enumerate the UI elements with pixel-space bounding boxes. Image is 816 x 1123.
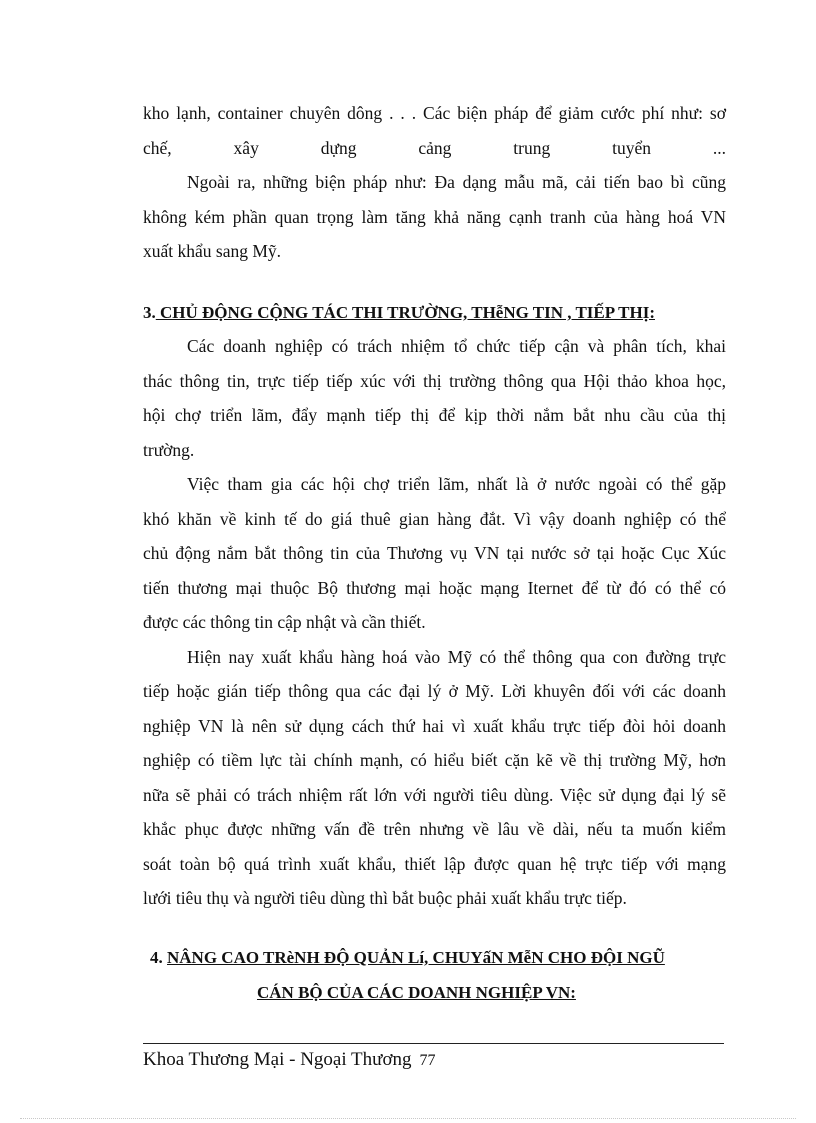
text-line: nghiệp có tiềm lực tài chính mạnh, có hiểu biết cặn kẽ về thị trường Mỹ, hơn bbox=[143, 750, 726, 770]
text-line: xuất khẩu sang Mỹ. bbox=[143, 241, 282, 261]
section-heading-4-line-1 bbox=[150, 941, 665, 975]
text-line: khó khăn về kinh tế do giá thuê gian hàng đắt. Vì vậy doanh nghiệp có thể bbox=[143, 508, 726, 529]
page-number: 77 bbox=[419, 1052, 436, 1069]
text-line: tiếp hoặc gián tiếp thông qua các đại lý ở Mỹ. Lời khuyên đối với các doanh bbox=[143, 681, 726, 701]
text-line: trường. bbox=[143, 439, 195, 460]
section-heading-3 bbox=[143, 296, 655, 330]
page-footer bbox=[143, 1045, 436, 1076]
text-line: tiến thương mại thuộc Bộ thương mại hoặc mạng Iternet để từ đó có thể có bbox=[143, 577, 726, 598]
text-line: lưới tiêu thụ và người tiêu dùng thì bắt buộc phải xuất khẩu trực tiếp. bbox=[143, 888, 627, 908]
text-line: hội chợ triển lãm, đẩy mạnh tiếp thị để kịp thời nắm bắt nhu cầu của thị bbox=[143, 405, 726, 425]
text-line: không kém phần quan trọng làm tăng khả năng cạnh tranh của hàng hoá VN bbox=[143, 206, 726, 227]
text-line: Hiện nay xuất khẩu hàng hoá vào Mỹ có thể thông qua con đường trực bbox=[187, 646, 726, 667]
heading-title-continued: CÁN BỘ CỦA CÁC DOANH NGHIỆP VN: bbox=[257, 983, 576, 1002]
text-line: kho lạnh, container chuyên dông . . . Các biện pháp để giảm cước phí như: sơ bbox=[143, 103, 726, 123]
paragraph-block-1 bbox=[143, 96, 726, 269]
text-line: Việc tham gia các hội chợ triển lãm, nhất là ở nước ngoài có thể gặp bbox=[187, 474, 726, 494]
heading-number: 4. bbox=[150, 948, 163, 967]
text-line: Ngoài ra, những biện pháp như: Đa dạng mẫu mã, cải tiến bao bì cũng bbox=[187, 172, 726, 192]
text-line: soát toàn bộ quá trình xuất khẩu, thiết lập được quan hệ trực tiếp với mạng bbox=[143, 853, 726, 874]
text-line: nghiệp VN là nên sử dụng cách thứ hai vì xuất khẩu trực tiếp đòi hỏi doanh bbox=[143, 715, 726, 736]
footer-divider bbox=[143, 1043, 724, 1044]
text-line: được các thông tin cập nhật và cần thiết. bbox=[143, 612, 426, 632]
page-bottom-border bbox=[20, 1118, 796, 1119]
footer-department: Khoa Thương Mại - Ngoại Thương bbox=[143, 1049, 412, 1070]
text-line: khắc phục được những vấn đề trên nhưng về lâu về dài, nếu ta muốn kiểm bbox=[143, 819, 726, 839]
text-line: chủ động nắm bắt thông tin của Thương vụ VN tại nước sở tại hoặc Cục Xúc bbox=[143, 543, 726, 563]
section-heading-4-line-2 bbox=[257, 976, 576, 1010]
heading-title: CHỦ ĐỘNG CỘNG TÁC THI TRƯỜNG, THễNG TIN , TIẾP THỊ: bbox=[155, 303, 655, 322]
heading-title: NÂNG CAO TRèNH ĐỘ QUẢN Lí, CHUYấN MễN CHO ĐỘI NGŨ bbox=[167, 948, 665, 967]
text-line: Các doanh nghiệp có trách nhiệm tổ chức tiếp cận và phân tích, khai bbox=[187, 336, 726, 356]
paragraph-block-2 bbox=[143, 329, 726, 916]
text-line: thác thông tin, trực tiếp tiếp xúc với thị trường thông qua Hội thảo khoa học, bbox=[143, 370, 726, 391]
text-line: chế, xây dựng cảng trung tuyển ... bbox=[143, 137, 726, 158]
text-line: nữa sẽ phải có trách nhiệm rất lớn với người tiêu dùng. Việc sử dụng đại lý sẽ bbox=[143, 784, 726, 805]
heading-number: 3. bbox=[143, 303, 156, 322]
